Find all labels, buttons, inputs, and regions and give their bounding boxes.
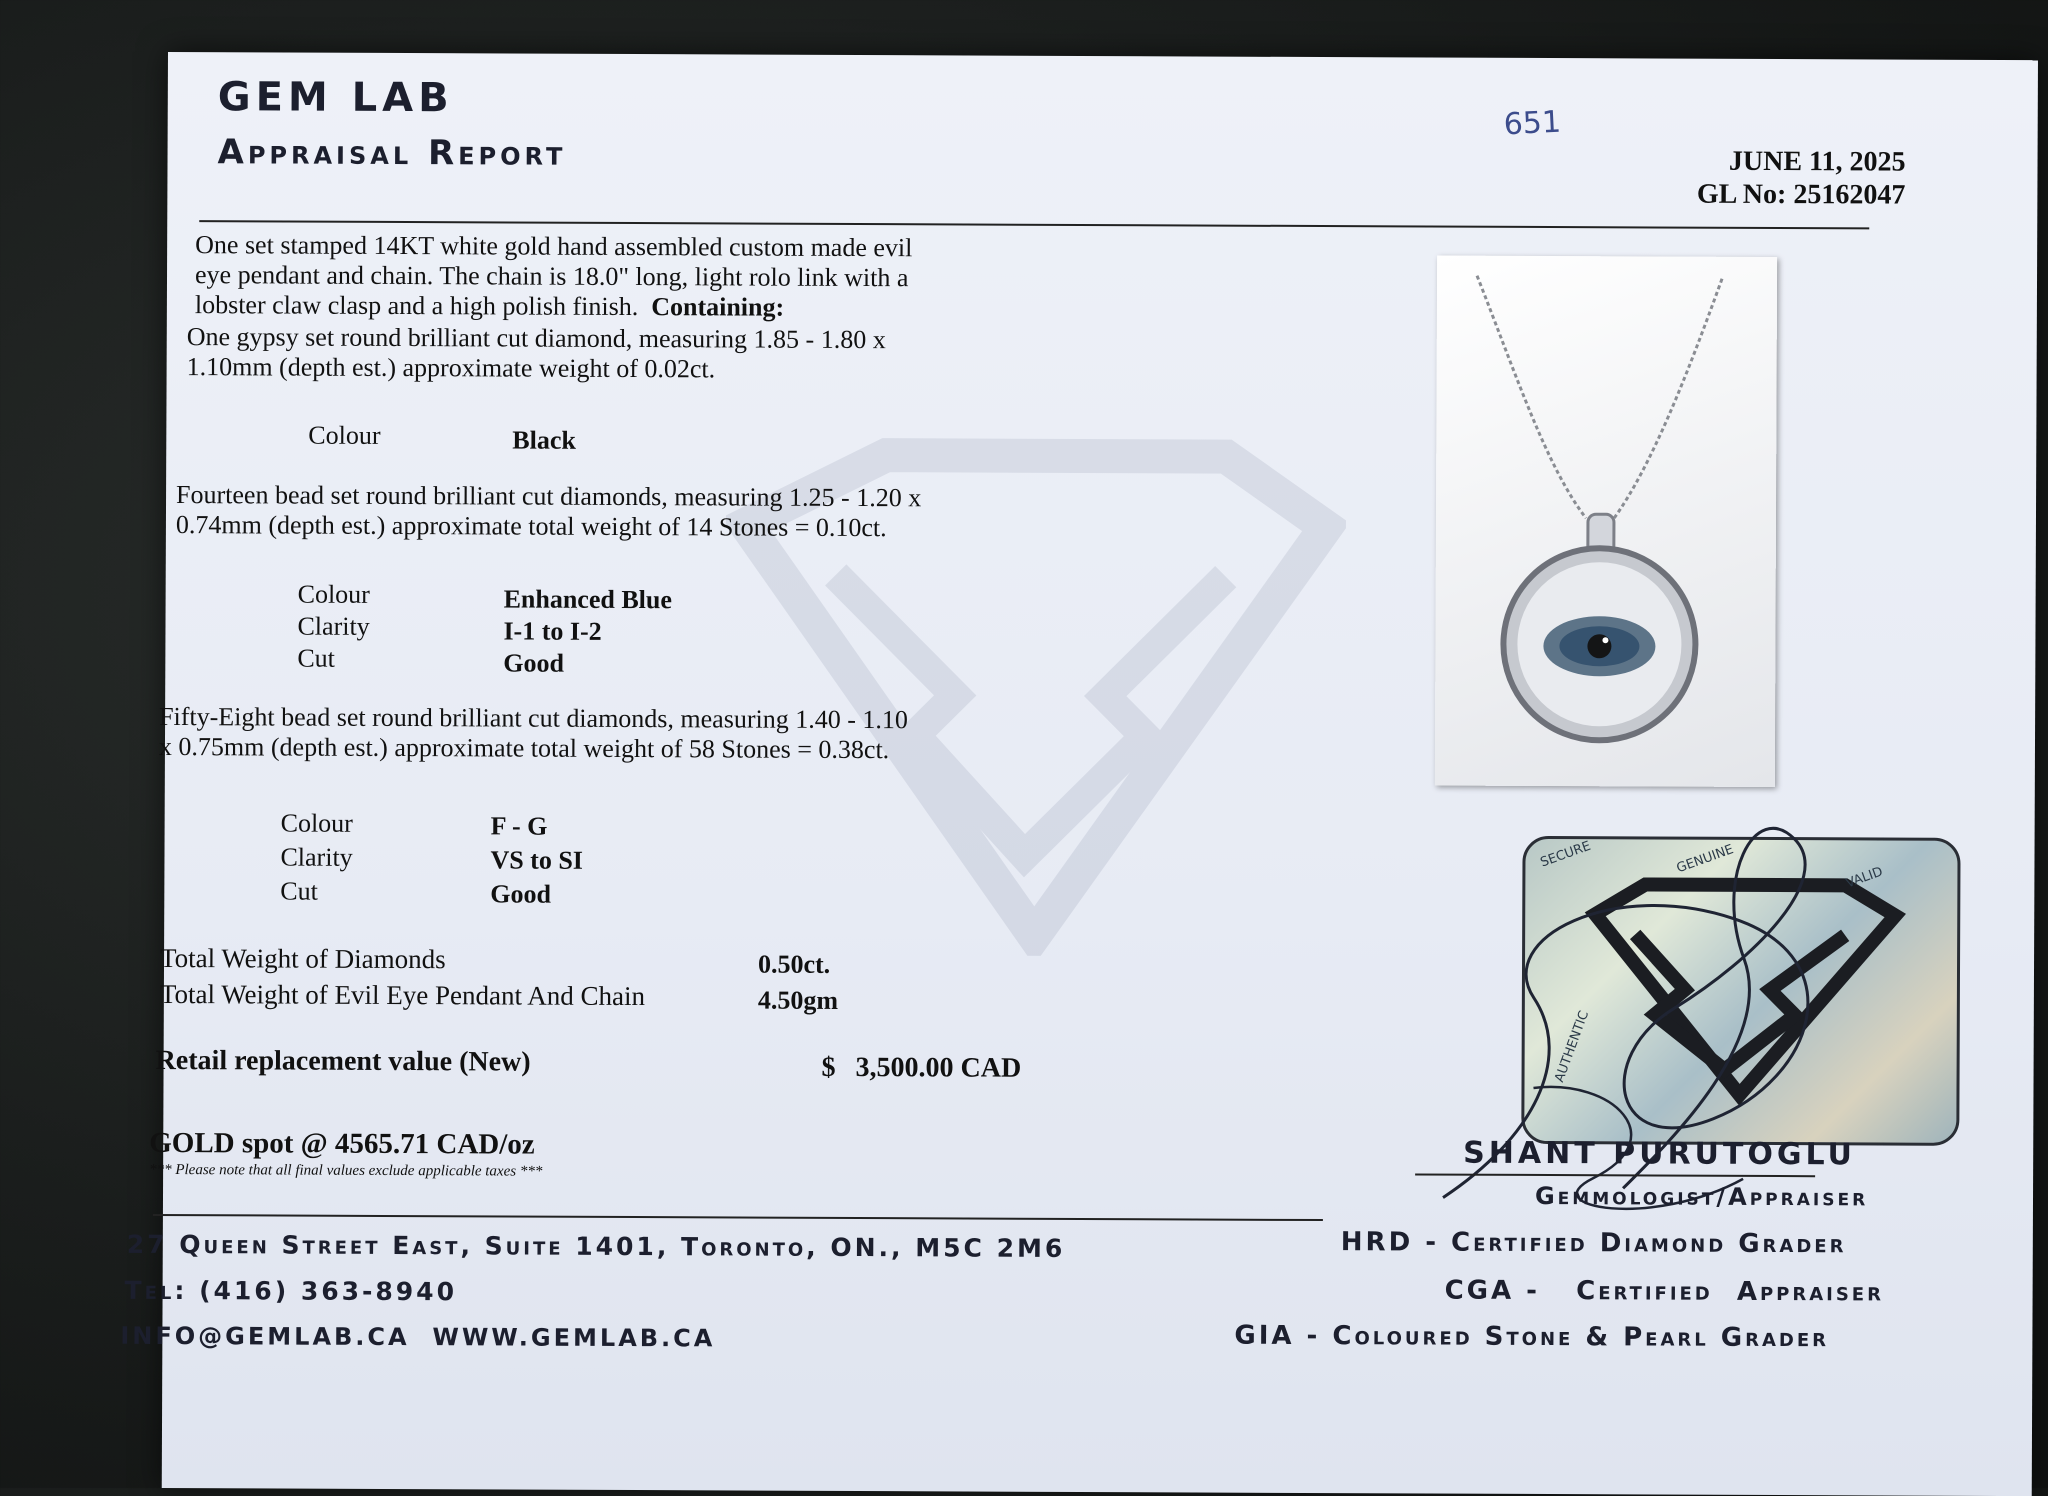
credential-gia: GIA - Coloured Stone & Pearl Grader — [1234, 1320, 1830, 1354]
stone-description: x 0.75mm (depth est.) approximate total weight of 58 Stones = 0.38ct. — [158, 731, 890, 765]
hologram-text: SECURE — [1538, 838, 1593, 871]
total-pendant-weight-label: Total Weight of Evil Eye Pendant And Chain — [159, 978, 646, 1012]
stone-description: One gypsy set round brilliant cut diamond, measuring 1.85 - 1.80 x — [186, 322, 886, 355]
retail-value-label: Retail replacement value (New) — [155, 1044, 531, 1078]
email-link: INFO@GEMLAB.CA — [120, 1321, 410, 1352]
cut-value: Good — [490, 879, 552, 909]
colour-label: Colour — [280, 808, 353, 838]
retail-value: 3,500.00 CAD — [855, 1052, 1022, 1084]
cut-value: Good — [503, 648, 565, 678]
telephone: Tel: (416) 363-8940 — [124, 1275, 458, 1307]
stone-description: 1.10mm (depth est.) approximate weight of 0.02ct. — [186, 352, 716, 384]
header-divider — [199, 220, 1869, 229]
colour-label: Colour — [308, 420, 381, 450]
grading-labels — [280, 806, 353, 908]
website-link: WWW.GEMLAB.CA — [432, 1323, 716, 1353]
tax-note: *** Please note that all final values exclude applicable taxes *** — [149, 1161, 543, 1180]
stone-group-1 — [187, 322, 886, 385]
hologram-text: VALID — [1843, 864, 1885, 892]
clarity-label: Clarity — [280, 842, 353, 872]
stone-group-3 — [159, 702, 908, 765]
currency-symbol: $ — [821, 1051, 836, 1083]
address: 27 Queen Street East, Suite 1401, Toronto, ON., M5C 2M6 — [126, 1229, 1066, 1263]
product-photo — [1435, 256, 1777, 787]
report-date: JUNE 11, 2025 — [1728, 145, 1906, 178]
evil-eye-pendant-image — [1435, 256, 1777, 787]
grading-values — [490, 809, 583, 911]
credential-hrd: HRD - Certified Diamond Grader — [1340, 1227, 1847, 1260]
stone-description: Fifty-Eight bead set round brilliant cut diamonds, measuring 1.40 - 1.10 — [159, 701, 908, 735]
gold-spot-price: GOLD spot @ 4565.71 CAD/oz — [149, 1126, 535, 1161]
clarity-value: I-1 to I-2 — [503, 616, 602, 646]
report-title: Appraisal Report — [217, 132, 567, 174]
description-line: eye pendant and chain. The chain is 18.0" long, light rolo link with a — [194, 260, 909, 293]
item-description — [195, 230, 913, 323]
clarity-value: VS to SI — [490, 845, 584, 875]
brand-name: GEM LAB — [217, 74, 454, 122]
cut-label: Cut — [297, 643, 335, 673]
contact-links — [120, 1322, 715, 1353]
hologram-text: AUTHENTIC — [1552, 1008, 1593, 1085]
totals-labels — [160, 940, 645, 1014]
grading-values — [503, 583, 672, 680]
cut-label: Cut — [280, 876, 318, 906]
total-diamond-weight-value: 0.50ct. — [757, 949, 831, 979]
total-pendant-weight-value: 4.50gm — [757, 985, 839, 1015]
hologram-text: GENUINE — [1674, 842, 1736, 877]
handwritten-number: 651 — [1502, 104, 1562, 143]
description-line: lobster claw clasp and a high polish finish. Containing: — [194, 290, 785, 322]
stone-description: Fourteen bead set round brilliant cut diamonds, measuring 1.25 - 1.20 x — [176, 480, 922, 513]
colour-value: Enhanced Blue — [503, 584, 673, 615]
totals-values — [758, 947, 838, 1019]
credential-cga: CGA - Certified Appraiser — [1444, 1275, 1885, 1308]
stone-group-2 — [176, 480, 921, 543]
colour-value: Black — [512, 425, 576, 455]
footer-divider — [153, 1214, 1323, 1221]
stone-description: 0.74mm (depth est.) approximate total weight of 14 Stones = 0.10ct. — [175, 510, 887, 543]
colour-value: F - G — [490, 811, 548, 841]
containing-label: Containing: — [651, 292, 785, 322]
description-line: One set stamped 14KT white gold hand assembled custom made evil — [195, 230, 913, 263]
gl-number: GL No: 25162047 — [1696, 178, 1906, 211]
appraiser-name: SHANT PURUTOGLU — [1463, 1135, 1857, 1173]
report-meta — [1697, 145, 1906, 212]
appraiser-title: Gemmologist/Appraiser — [1534, 1181, 1869, 1212]
colour-label: Colour — [297, 579, 370, 609]
clarity-label: Clarity — [297, 611, 370, 641]
appraisal-document — [120, 52, 2038, 1496]
grading-labels — [297, 579, 370, 675]
total-diamond-weight-label: Total Weight of Diamonds — [159, 942, 446, 975]
